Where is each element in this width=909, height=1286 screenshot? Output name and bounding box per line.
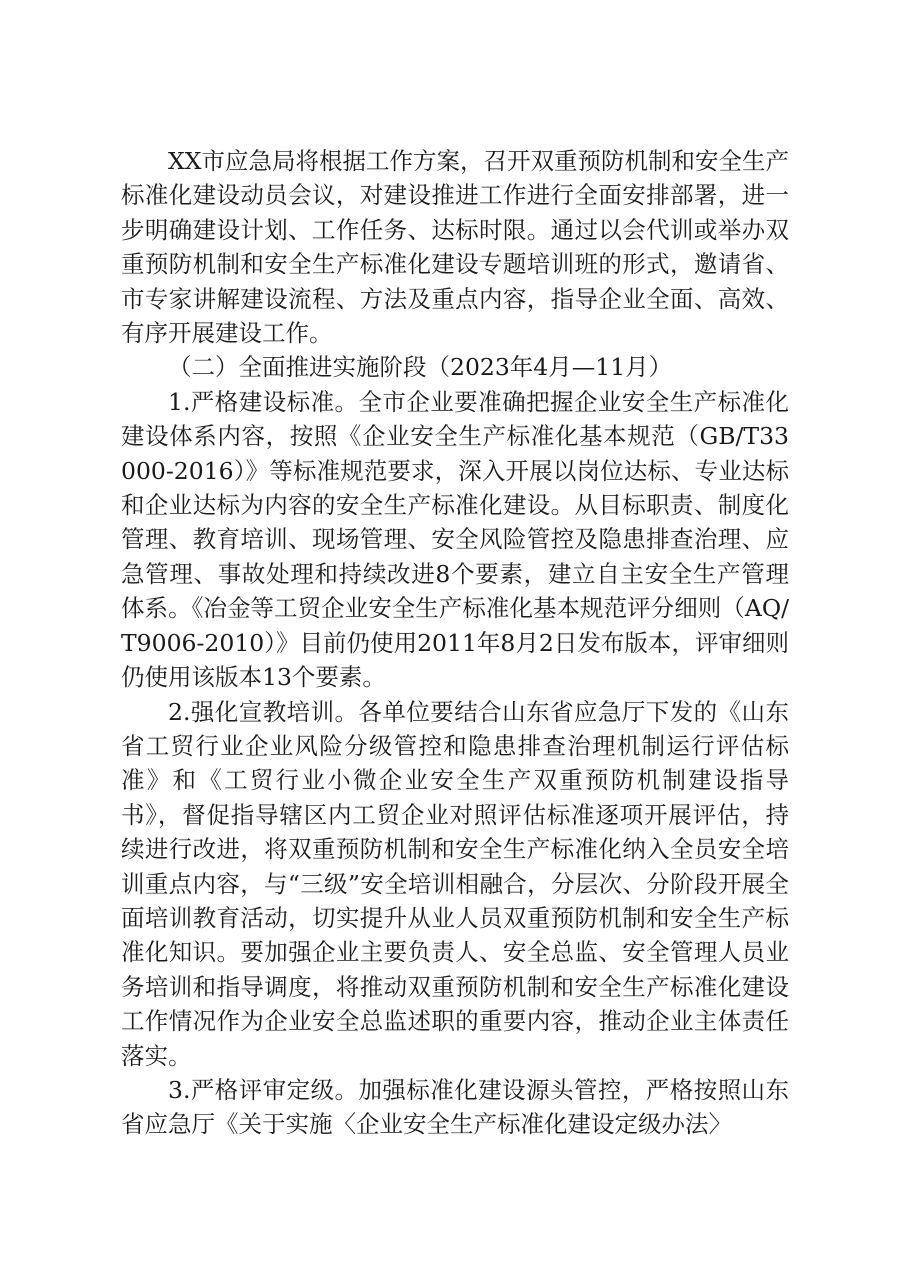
section-heading-implementation-stage: （二）全面推进实施阶段（2023年4月—11月）: [168, 353, 673, 382]
document-body: [121, 144, 789, 1142]
paragraph-mobilization-meeting: XX市应急局将根据工作方案，召开双重预防机制和安全生产标准化建设动员会议，对建设推进工作进行全面安排部署，进一步明确建设计划、工作任务、达标时限。通过以会代训或举办双重预防机制和安全生产标准化建设专题培训班的形式，邀请省、市专家讲解建设流程、方法及重点内容，指导企业全面、高效、有序开展建设工作。: [121, 147, 789, 348]
paragraph-grading-review: 3.严格评审定级。加强标准化建设源头管控，严格按照山东省应急厅《关于实施〈企业安全生产标准化建设定级办法〉: [121, 1075, 789, 1139]
paragraph-training: 2.强化宣教培训。各单位要结合山东省应急厅下发的《山东省工贸行业企业风险分级管控和隐患排查治理机制运行评估标准》和《工贸行业小微企业安全生产双重预防机制建设指导书》，督促指导辖区内工贸企业对照评估标准逐项开展评估，持续进行改进，将双重预防机制和安全生产标准化纳入全员安全培训重点内容，与“三级”安全培训相融合，分层次、分阶段开展全面培训教育活动，切实提升从业人员双重预防机制和安全生产标准化知识。要加强企业主要负责人、安全总监、安全管理人员业务培训和指导调度，将推动双重预防机制和安全生产标准化建设工作情况作为企业安全总监述职的重要内容，推动企业主体责任落实。: [121, 697, 789, 1070]
paragraph-construction-standards: 1.严格建设标准。全市企业要准确把握企业安全生产标准化建设体系内容，按照《企业安全生产标准化基本规范（GB/T33000-2016）》等标准规范要求，深入开展以岗位达标、专业达标和企业达标为内容的安全生产标准化建设。从目标职责、制度化管理、教育培训、现场管理、安全风险管控及隐患排查治理、应急管理、事故处理和持续改进8个要素，建立自主安全生产管理体系。《冶金等工贸企业安全生产标准化基本规范评分细则（AQ/T9006-2010）》目前仍使用2011年8月2日发布版本，评审细则仍使用该版本13个要素。: [121, 387, 789, 692]
